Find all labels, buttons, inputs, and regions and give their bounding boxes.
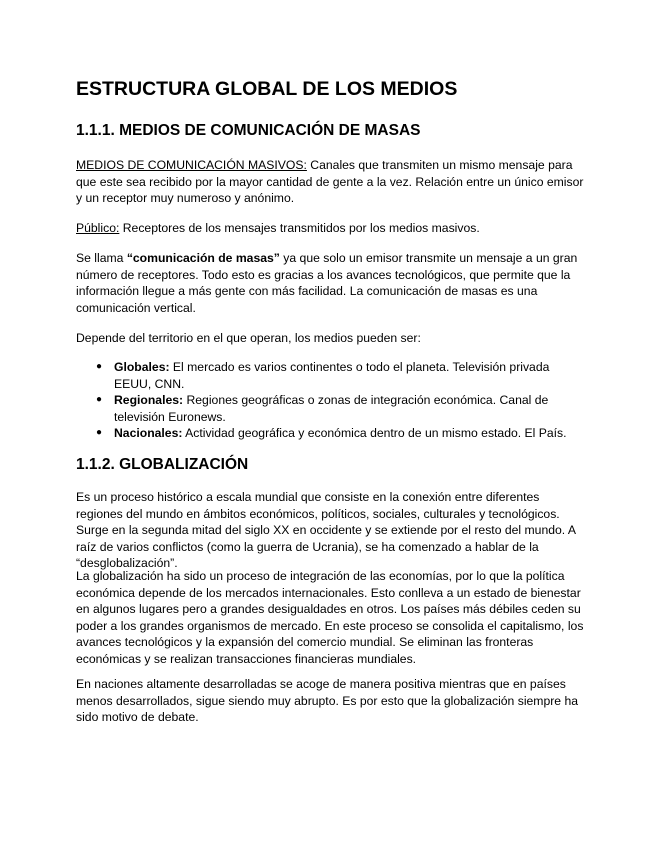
section-heading-globalizacion: 1.1.2. GLOBALIZACIÓN [76,456,249,473]
bold-term: “comunicación de masas” [126,251,280,265]
list-item [76,425,586,442]
bullet-icon: ● [96,361,103,372]
bullet-icon: ● [96,427,103,439]
text-fragment: Se llama [76,251,127,265]
list-item-term: Globales: [114,360,170,374]
list-item-text: El mercado es varios continentes o todo el planeta. Televisión privada EEUU, CNN. [114,360,550,391]
term-medios-masivos: MEDIOS DE COMUNICACIÓN MASIVOS: [76,158,307,172]
paragraph-globalizacion-debate: En naciones altamente desarrolladas se acoge de manera positiva mientras que en países menos desarrollados, sigue siendo muy abrupto. Es por esto que la globalización siempre ha sido motivo de debate. [76,677,579,725]
definition-publico: Receptores de los mensajes transmitidos por los medios masivos. [119,221,480,235]
list-item [76,359,586,392]
list-item-text: Regiones geográficas o zonas de integración económica. Canal de televisión Euronews. [114,393,549,424]
paragraph-comunicacion-masas [76,250,586,316]
media-types-list [76,359,586,442]
list-item [76,392,586,425]
paragraph-publico [76,220,586,237]
bullet-icon: ● [96,394,103,406]
paragraph-globalizacion-economia: La globalización ha sido un proceso de integración de las economías, por lo que la política económica depende de los mercados internacionales. Esto conlleva a un estado de bienestar en algunos lugares pero a grandes desigualdades en otros. Los países más débiles ceden su poder a los grandes organismos de mercado. En este proceso se consolida el capitalismo, los avances tecnológicos y la expansión del comercio mundial. Se eliminan las fronteras económicas y se realizan transacciones financieras mundiales. [76,569,584,666]
paragraph-globalizacion-definicion: Es un proceso histórico a escala mundial que consiste en la conexión entre diferentes regiones del mundo en ámbitos económicos, políticos, sociales, culturales y tecnológicos. Surge en la segunda mitad del siglo XX en occidente y se extiende por el resto del mundo. A raíz de varios conflictos (como la guerra de Ucrania), se ha comenzado a hablar de la “desglobalización”. [76,490,576,571]
definition-medios-masivos: Canales que transmiten un mismo mensaje para que este sea recibido por la mayor cantidad de gente a la vez. Relación entre un único emisor y un receptor muy numeroso y anónimo. [76,158,584,206]
document-title: ESTRUCTURA GLOBAL DE LOS MEDIOS [76,78,458,100]
paragraph-territorio: Depende del territorio en el que operan, los medios pueden ser: [76,331,421,345]
section-heading-medios: 1.1.1. MEDIOS DE COMUNICACIÓN DE MASAS [76,122,421,139]
text-fragment: ya que solo un emisor transmite un mensaje a un gran número de receptores. Todo esto es gracias a los avances tecnológicos, que permite que la información llegue a más gente con más facilidad. La comunicación de masas es una comunicación vertical. [76,251,578,315]
term-publico: Público: [76,221,120,235]
list-item-term: Regionales: [114,393,184,408]
list-item-term: Nacionales: [114,426,183,441]
list-item-text: Actividad geográfica y económica dentro de un mismo estado. El País. [182,426,567,441]
paragraph-medios-masivos [76,157,586,207]
